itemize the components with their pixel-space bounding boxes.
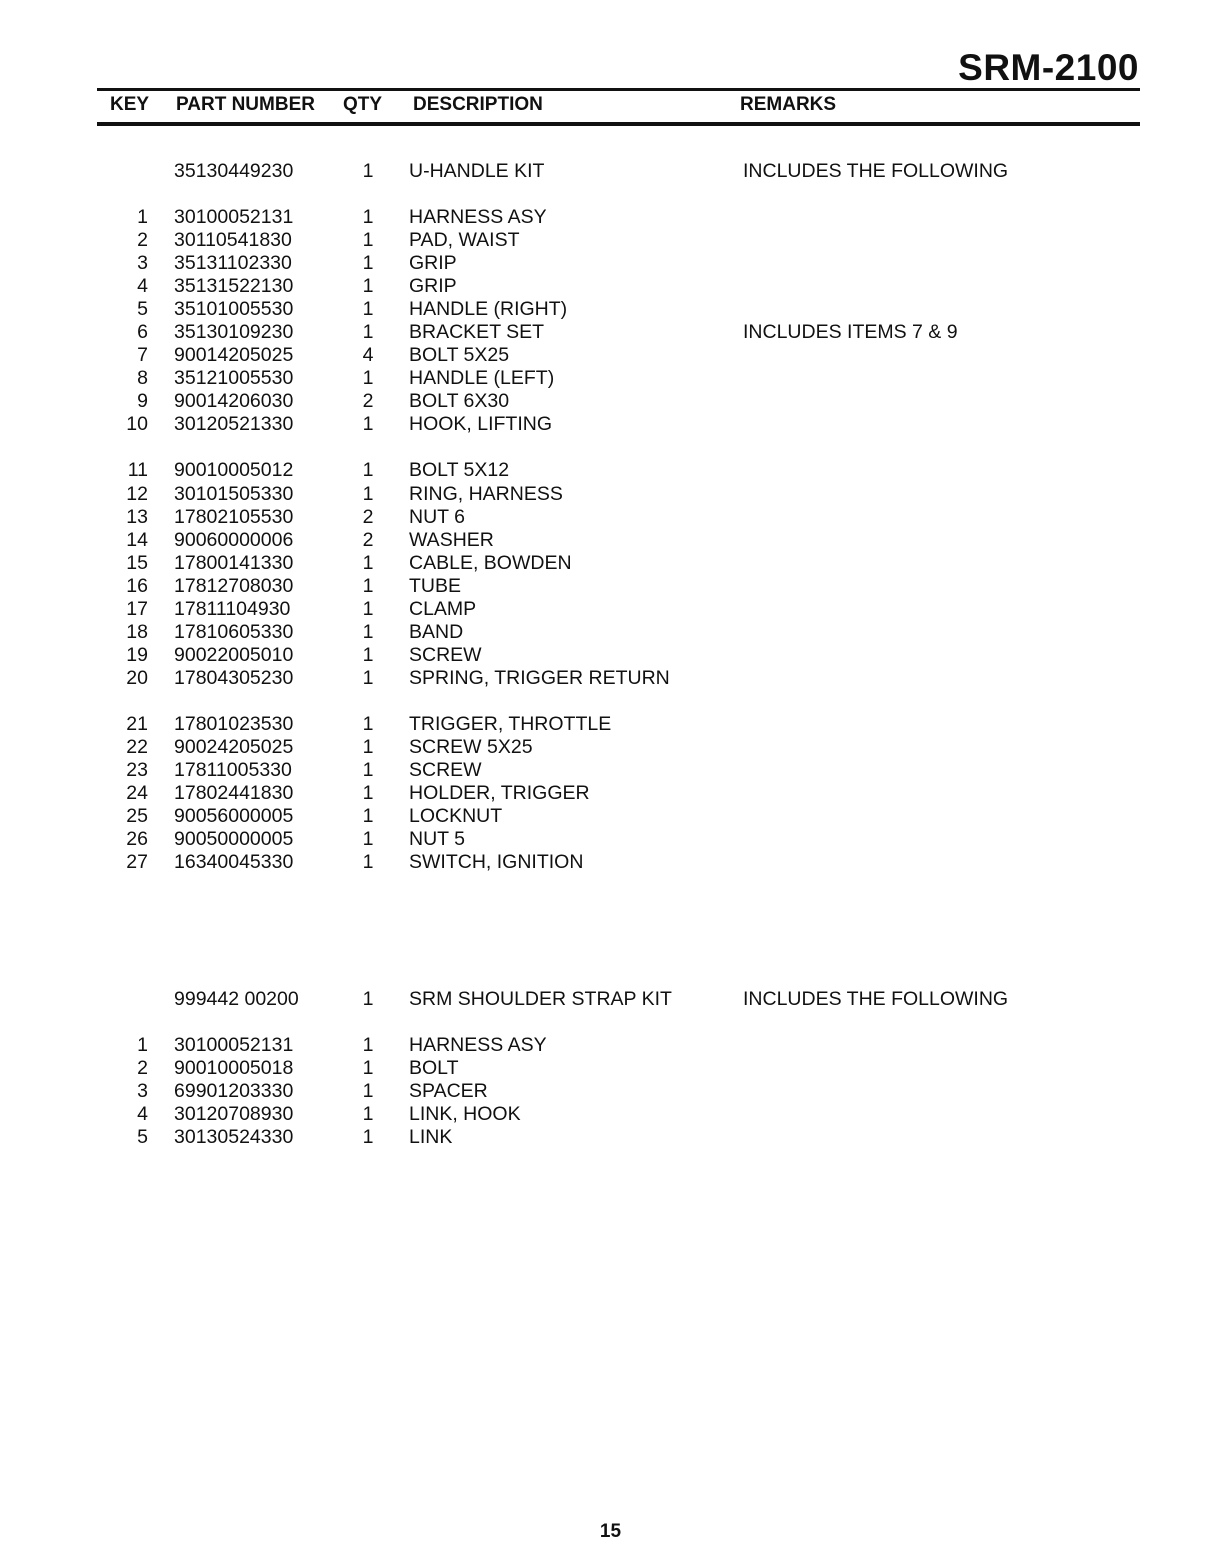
remarks-cell: INCLUDES ITEMS 7 & 9 [743, 321, 958, 344]
column-header-qty: QTY [343, 94, 383, 115]
description-cell: CLAMP [409, 597, 477, 620]
description-cell: BOLT 6X30 [409, 390, 510, 413]
qty-cell: 1 [362, 782, 374, 805]
qty-cell: 1 [362, 459, 374, 482]
table-row [0, 644, 1221, 667]
qty-cell: 1 [362, 367, 374, 390]
table-row [0, 621, 1221, 644]
description-cell: HARNESS ASY [409, 1034, 547, 1056]
description-cell: NUT 5 [409, 828, 465, 851]
qty-cell: 1 [362, 206, 374, 228]
part-number-cell: 90056000005 [174, 805, 294, 828]
table-row [0, 552, 1221, 575]
qty-cell: 1 [362, 1103, 374, 1126]
qty-cell: 2 [362, 528, 374, 551]
key-cell: 11 [127, 459, 148, 482]
table-row [0, 483, 1221, 506]
table-row [0, 229, 1221, 252]
description-cell: SCREW [409, 759, 482, 781]
qty-cell: 1 [362, 1034, 374, 1056]
description-cell: BAND [409, 620, 464, 643]
part-number-cell: 30101505330 [174, 482, 294, 505]
key-cell: 14 [126, 528, 148, 551]
qty-cell: 1 [362, 1126, 374, 1149]
description-cell: CABLE, BOWDEN [409, 551, 572, 574]
part-number-cell: 35130449230 [174, 160, 294, 182]
part-number-cell: 17800141330 [174, 551, 294, 574]
qty-cell: 1 [362, 759, 374, 781]
description-cell: TRIGGER, THROTTLE [409, 712, 612, 735]
model-title: SRM-2100 [958, 47, 1139, 88]
table-row [0, 805, 1221, 828]
table-row [0, 321, 1221, 344]
kit-row [0, 160, 1221, 183]
qty-cell: 1 [362, 160, 374, 182]
qty-cell: 1 [362, 666, 374, 689]
description-cell: SPRING, TRIGGER RETURN [409, 666, 670, 689]
part-number-cell: 17802441830 [174, 782, 294, 805]
description-cell: NUT 6 [409, 505, 465, 528]
key-cell: 4 [137, 1103, 148, 1126]
key-cell: 4 [137, 275, 148, 298]
table-row [0, 298, 1221, 321]
key-cell: 22 [126, 735, 148, 758]
qty-cell: 2 [362, 390, 374, 413]
part-number-cell: 17812708030 [174, 574, 294, 597]
table-row [0, 575, 1221, 598]
kit-row [0, 988, 1221, 1011]
table-row [0, 667, 1221, 690]
part-number-cell: 17804305230 [174, 666, 294, 689]
description-cell: LINK [409, 1126, 453, 1149]
qty-cell: 1 [362, 413, 374, 436]
description-cell: SWITCH, IGNITION [409, 851, 584, 874]
table-row [0, 828, 1221, 851]
qty-cell: 1 [362, 805, 374, 828]
description-cell: GRIP [409, 275, 457, 298]
column-header-remarks: REMARKS [740, 94, 837, 115]
description-cell: HANDLE (LEFT) [409, 367, 555, 390]
description-cell: PAD, WAIST [409, 229, 520, 252]
remarks-cell: INCLUDES THE FOLLOWING [743, 988, 1009, 1010]
part-number-cell: 17802105530 [174, 505, 294, 528]
key-cell: 5 [137, 298, 148, 321]
part-number-cell: 35131102330 [174, 252, 292, 275]
key-cell: 23 [126, 759, 148, 781]
qty-cell: 2 [362, 505, 374, 528]
part-number-cell: 30130524330 [174, 1126, 294, 1149]
column-header-key: KEY [110, 94, 150, 115]
key-cell: 8 [137, 367, 148, 390]
part-number-cell: 30120708930 [174, 1103, 294, 1126]
key-cell: 7 [137, 344, 148, 367]
key-cell: 3 [137, 1080, 148, 1103]
table-row [0, 713, 1221, 736]
qty-cell: 1 [362, 851, 374, 874]
part-number-cell: 17811005330 [174, 759, 292, 781]
key-cell: 20 [126, 666, 148, 689]
key-cell: 26 [126, 828, 148, 851]
description-cell: BOLT 5X25 [409, 344, 510, 367]
qty-cell: 1 [362, 597, 374, 620]
key-cell: 5 [137, 1126, 148, 1149]
table-row [0, 367, 1221, 390]
table-row [0, 459, 1221, 482]
table-row [0, 851, 1221, 874]
key-cell: 2 [137, 229, 148, 252]
part-number-cell: 69901203330 [174, 1080, 294, 1103]
key-cell: 2 [137, 1057, 148, 1080]
key-cell: 12 [126, 482, 148, 505]
part-number-cell: 90060000006 [174, 528, 294, 551]
key-cell: 16 [126, 574, 148, 597]
table-row [0, 344, 1221, 367]
table-row [0, 413, 1221, 436]
key-cell: 27 [126, 851, 148, 874]
column-header-description: DESCRIPTION [413, 94, 543, 115]
key-cell: 1 [137, 1034, 148, 1056]
qty-cell: 1 [362, 252, 374, 275]
qty-cell: 1 [362, 298, 374, 321]
description-cell: HANDLE (RIGHT) [409, 298, 568, 321]
part-number-cell: 90010005018 [174, 1057, 294, 1080]
table-row [0, 275, 1221, 298]
description-cell: SRM SHOULDER STRAP KIT [409, 988, 672, 1010]
part-number-cell: 90022005010 [174, 643, 294, 666]
key-cell: 6 [137, 321, 148, 344]
key-cell: 24 [126, 782, 148, 805]
qty-cell: 1 [362, 574, 374, 597]
key-cell: 15 [126, 551, 148, 574]
key-cell: 18 [126, 620, 148, 643]
column-header-part-number: PART NUMBER [176, 94, 315, 115]
qty-cell: 1 [362, 712, 374, 735]
part-number-cell: 35131522130 [174, 275, 294, 298]
part-number-cell: 30110541830 [174, 229, 292, 252]
description-cell: TUBE [409, 574, 462, 597]
part-number-cell: 30120521330 [174, 413, 294, 436]
part-number-cell: 90050000005 [174, 828, 294, 851]
table-row [0, 1057, 1221, 1080]
key-cell: 21 [126, 712, 148, 735]
qty-cell: 1 [362, 988, 374, 1010]
key-cell: 25 [126, 805, 148, 828]
part-number-cell: 90010005012 [174, 459, 294, 482]
description-cell: HARNESS ASY [409, 206, 547, 228]
qty-cell: 1 [362, 620, 374, 643]
table-row [0, 736, 1221, 759]
table-row [0, 1103, 1221, 1126]
description-cell: HOOK, LIFTING [409, 413, 553, 436]
description-cell: GRIP [409, 252, 457, 275]
description-cell: SCREW [409, 643, 482, 666]
table-row [0, 598, 1221, 621]
description-cell: SCREW 5X25 [409, 735, 533, 758]
qty-cell: 1 [362, 551, 374, 574]
table-row [0, 506, 1221, 529]
remarks-cell: INCLUDES THE FOLLOWING [743, 160, 1009, 182]
part-number-cell: 17801023530 [174, 712, 294, 735]
part-number-cell: 35130109230 [174, 321, 294, 344]
part-number-cell: 90024205025 [174, 735, 294, 758]
part-number-cell: 30100052131 [174, 1034, 294, 1056]
qty-cell: 1 [362, 1057, 374, 1080]
key-cell: 10 [126, 413, 148, 436]
page-number: 15 [599, 1521, 622, 1542]
part-number-cell: 999442 00200 [174, 988, 299, 1010]
table-row [0, 782, 1221, 805]
description-cell: U-HANDLE KIT [409, 160, 545, 182]
description-cell: RING, HARNESS [409, 482, 563, 505]
qty-cell: 4 [362, 344, 374, 367]
key-cell: 19 [126, 643, 148, 666]
part-number-cell: 90014206030 [174, 390, 294, 413]
table-row [0, 1080, 1221, 1103]
description-cell: LINK, HOOK [409, 1103, 521, 1126]
qty-cell: 1 [362, 828, 374, 851]
qty-cell: 1 [362, 321, 374, 344]
part-number-cell: 16340045330 [174, 851, 294, 874]
table-row [0, 529, 1221, 552]
part-number-cell: 30100052131 [174, 206, 294, 228]
qty-cell: 1 [362, 1080, 374, 1103]
key-cell: 1 [137, 206, 148, 228]
description-cell: BOLT 5X12 [409, 459, 510, 482]
table-row [0, 252, 1221, 275]
part-number-cell: 17810605330 [174, 620, 294, 643]
qty-cell: 1 [362, 482, 374, 505]
part-number-cell: 90014205025 [174, 344, 294, 367]
part-number-cell: 35101005530 [174, 298, 294, 321]
description-cell: HOLDER, TRIGGER [409, 782, 590, 805]
description-cell: LOCKNUT [409, 805, 503, 828]
qty-cell: 1 [362, 275, 374, 298]
description-cell: BRACKET SET [409, 321, 545, 344]
key-cell: 9 [137, 390, 148, 413]
qty-cell: 1 [362, 229, 374, 252]
description-cell: WASHER [409, 528, 494, 551]
key-cell: 17 [126, 597, 148, 620]
description-cell: SPACER [409, 1080, 488, 1103]
table-row [0, 390, 1221, 413]
qty-cell: 1 [362, 735, 374, 758]
table-row [0, 1126, 1221, 1149]
description-cell: BOLT [409, 1057, 459, 1080]
table-row [0, 759, 1221, 782]
qty-cell: 1 [362, 643, 374, 666]
table-row [0, 206, 1221, 229]
part-number-cell: 17811104930 [174, 597, 291, 620]
key-cell: 13 [126, 505, 148, 528]
table-row [0, 1034, 1221, 1057]
key-cell: 3 [137, 252, 148, 275]
part-number-cell: 35121005530 [174, 367, 294, 390]
